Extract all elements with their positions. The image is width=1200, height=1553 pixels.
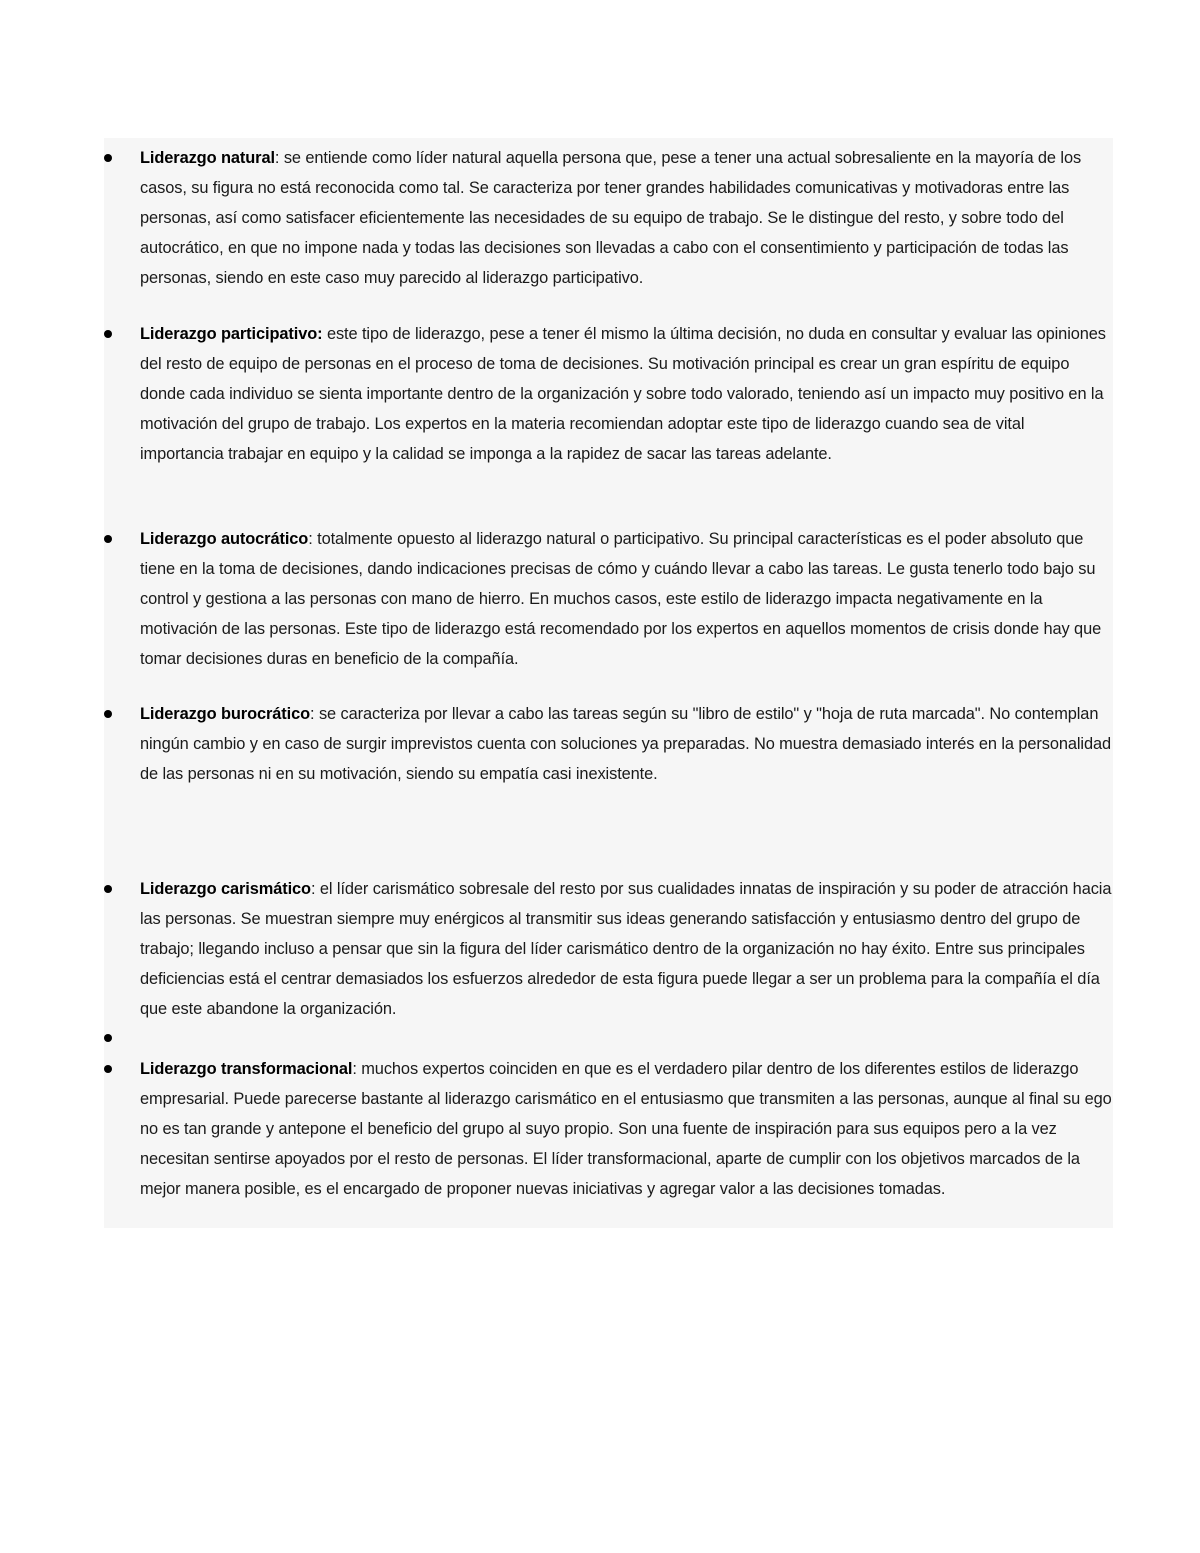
item-text: : se entiende como líder natural aquella persona que, pese a tener una actual sobresaliente en la mayoría de los casos, su figura no está reconocida como tal. Se caracteriza por tener grandes habilidades comunicativas y motivadoras entre las personas, así como satisfacer eficientemente las necesidades de su equipo de trabajo. Se le distingue del resto, y sobre todo del autocrático, en que no impone nada y todas las decisiones son llevadas a cabo con el consentimiento y participación de todas las personas, siendo en este caso muy parecido al liderazgo participativo.	[140, 149, 1082, 287]
bullet-icon	[104, 330, 112, 338]
item-term: Liderazgo autocrático	[140, 530, 309, 548]
item-text: este tipo de liderazgo, pese a tener él mismo la última decisión, no duda en consultar y evaluar las opiniones del resto de equipo de personas en el proceso de toma de decisiones. Su motivación principal es crear un gran espíritu de equipo donde cada individuo se sienta importante dentro de la organización y sobre todo valorado, teniendo así un impacto muy positivo en la motivación del grupo de trabajo. Los expertos en la materia recomiendan adoptar este tipo de liderazgo cuando sea de vital importancia trabajar en equipo y la calidad se imponga a la rapidez de sacar las tareas adelante.	[140, 325, 1106, 463]
bullet-icon	[104, 535, 112, 543]
item-term: Liderazgo transformacional	[140, 1060, 353, 1078]
bullet-icon	[104, 1034, 112, 1042]
bullet-icon	[104, 154, 112, 162]
list-item-natural	[140, 143, 1112, 293]
item-text: : totalmente opuesto al liderazgo natural o participativo. Su principal características es el poder absoluto que tiene en la toma de decisiones, dando indicaciones precisas de cómo y cuándo llevar a cabo las tareas. Le gusta tenerlo todo bajo su control y gestiona a las personas con mano de hierro. En muchos casos, este estilo de liderazgo impacta negativamente en la motivación de las personas. Este tipo de liderazgo está recomendado por los expertos en aquellos momentos de crisis donde hay que tomar decisiones duras en beneficio de la compañía.	[140, 530, 1102, 668]
bullet-icon	[104, 710, 112, 718]
list-item-participativo	[140, 319, 1112, 469]
item-text: : se caracteriza por llevar a cabo las tareas según su "libro de estilo" y "hoja de ruta marcada". No contemplan ningún cambio y en caso de surgir imprevistos cuenta con soluciones ya preparadas. No muestra demasiado interés en la personalidad de las personas ni en su motivación, siendo su empatía casi inexistente.	[140, 705, 1111, 783]
item-text: : el líder carismático sobresale del resto por sus cualidades innatas de inspiración y su poder de atracción hacia las personas. Se muestran siempre muy enérgicos al transmitir sus ideas generando satisfacción y entusiasmo dentro del grupo de trabajo; llegando incluso a pensar que sin la figura del líder carismático dentro de la organización no hay éxito. Entre sus principales deficiencias está el centrar demasiados los esfuerzos alrededor de esta figura puede llegar a ser un problema para la compañía el día que este abandone la organización.	[140, 880, 1112, 1018]
item-text: : muchos expertos coinciden en que es el verdadero pilar dentro de los diferentes estilos de liderazgo empresarial. Puede parecerse bastante al liderazgo carismático en el entusiasmo que transmiten a las personas, aunque al final su ego no es tan grande y antepone el beneficio del grupo al suyo propio. Son una fuente de inspiración para sus equipos pero a la vez necesitan sentirse apoyados por el resto de personas. El líder transformacional, aparte de cumplir con los objetivos marcados de la mejor manera posible, es el encargado de proponer nuevas iniciativas y agregar valor a las decisiones tomadas.	[140, 1060, 1112, 1198]
list-item-transformacional	[140, 1054, 1112, 1204]
bullet-icon	[104, 885, 112, 893]
bullet-icon	[104, 1065, 112, 1073]
item-term: Liderazgo natural	[140, 149, 275, 167]
list-item-burocratico	[140, 699, 1112, 789]
list-item-carismatico	[140, 874, 1112, 1024]
list-item-autocratico	[140, 524, 1112, 674]
item-term: Liderazgo participativo:	[140, 325, 323, 343]
item-term: Liderazgo burocrático	[140, 705, 311, 723]
item-term: Liderazgo carismático	[140, 880, 311, 898]
